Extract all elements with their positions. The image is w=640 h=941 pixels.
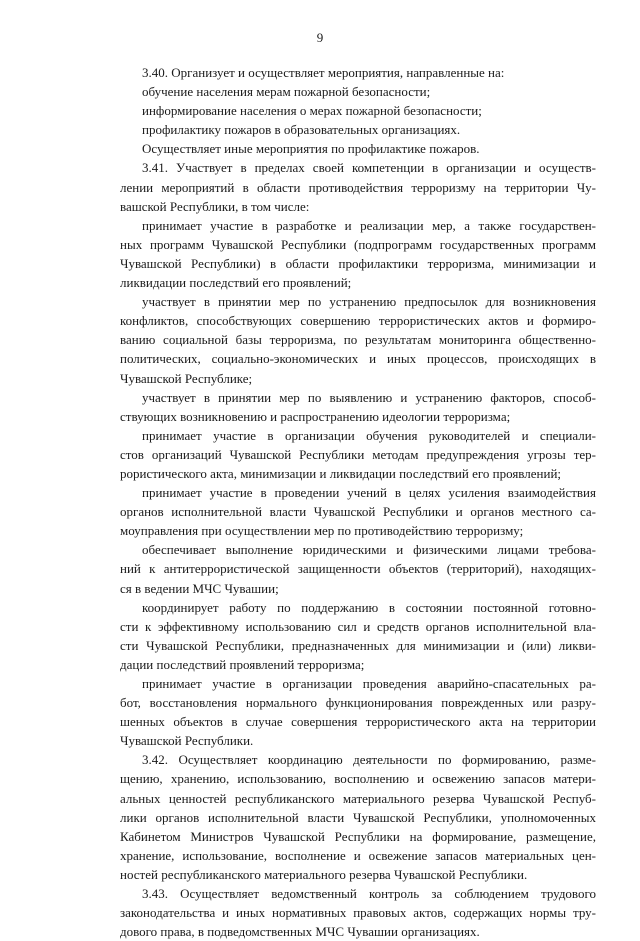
paragraph	[120, 426, 596, 483]
text-line: 3.43. Осуществляет ведомственный контроль за соблюдением трудового	[142, 886, 596, 902]
text-line: принимает участие в разработке и реализации мер, а также государствен-	[142, 217, 596, 233]
text-line: сти к эффективному использованию сил и средств органов исполнительной вла-	[120, 618, 596, 634]
text-line: участвует в принятии мер по выявлению и устранению факторов, способ-	[142, 389, 596, 405]
paragraph	[120, 540, 596, 597]
paragraph	[120, 750, 596, 884]
text-line: органов исполнительной власти Чувашской Республики и органов местного са-	[120, 504, 596, 520]
paragraph	[120, 884, 596, 941]
text-line: дации последствий проявлений терроризма;	[120, 656, 365, 672]
text-line: щению, хранению, использованию, восполнению и освежению запасов матери-	[120, 771, 596, 787]
paragraph	[120, 216, 596, 292]
text-line: моуправления при осуществлении мер по противодействию терроризму;	[120, 523, 524, 539]
text-line: участвует в принятии мер по устранению предпосылок для возникновения	[142, 294, 596, 310]
paragraph	[120, 388, 596, 426]
text-line: принимает участие в организации обучения руководителей и специали-	[142, 427, 596, 443]
text-line: 3.42. Осуществляет координацию деятельности по формированию, разме-	[142, 752, 596, 768]
text-line: бот, восстановления нормального функционирования поврежденных или разру-	[120, 695, 596, 711]
text-line: лики органов исполнительной власти Чувашской Республики, уполномоченных	[120, 809, 596, 825]
text-line: координирует работу по поддержанию в состоянии постоянной готовно-	[142, 599, 596, 615]
text-line: Осуществляет иные мероприятия по профилактике пожаров.	[142, 141, 480, 157]
text-line: ся в ведении МЧС Чувашии;	[120, 580, 279, 596]
paragraph	[120, 120, 596, 139]
text-line: законодательства и иных нормативных правовых актов, содержащих нормы тру-	[120, 905, 596, 921]
text-line: Чувашской Республики) в области профилактики терроризма, минимизации и	[120, 255, 596, 271]
paragraph	[120, 292, 596, 387]
text-line: лении мероприятий в области противодействия терроризму на территории Чу-	[120, 179, 596, 195]
text-line: альных ценностей республиканского материального резерва Чувашской Респуб-	[120, 790, 596, 806]
paragraph	[120, 598, 596, 674]
text-line: шенных объектов в случае совершения террористического акта на территории	[120, 714, 596, 730]
text-line: обеспечивает выполнение юридическими и физическими лицами требова-	[142, 542, 596, 558]
text-line: политических, социально-экономических и иных процессов, происходящих в	[120, 351, 596, 367]
paragraph	[120, 483, 596, 540]
paragraph	[120, 158, 596, 215]
paragraph	[120, 674, 596, 750]
paragraph	[120, 101, 596, 120]
paragraph	[120, 82, 596, 101]
text-line: Чувашской Республике;	[120, 370, 253, 386]
text-line: Чувашской Республики.	[120, 733, 254, 749]
text-line: информирование населения о мерах пожарной безопасности;	[142, 103, 482, 119]
text-line: вашской Республики, в том числе:	[120, 198, 310, 214]
text-line: конфликтов, способствующих совершению террористических актов и формиро-	[120, 313, 596, 329]
text-line: сти Чувашской Республики, предназначенных для минимизации и (или) ликви-	[120, 637, 596, 653]
page-number: 9	[316, 30, 324, 45]
document-body	[120, 63, 596, 941]
text-line: Кабинетом Министров Чувашской Республики на формирование, размещение,	[120, 828, 596, 844]
text-line: ликвидации последствий его проявлений;	[120, 275, 352, 291]
paragraph	[120, 139, 596, 158]
text-line: 3.40. Организует и осуществляет мероприятия, направленные на:	[142, 65, 505, 80]
text-line: обучение населения мерам пожарной безопасности;	[142, 84, 431, 100]
text-line: ных программ Чувашской Республики (подпрограмм государственных программ	[120, 236, 596, 252]
text-line: ствующих возникновению и распространению идеологии терроризма;	[120, 408, 511, 424]
text-line: принимает участие в организации проведения аварийно-спасательных ра-	[142, 676, 596, 691]
text-line: ванию социальной базы терроризма, по результатам мониторинга общественно-	[120, 332, 596, 348]
text-line: профилактику пожаров в образовательных организациях.	[142, 122, 461, 138]
text-line: ностей республиканского материального резерва Чувашской Республики.	[120, 866, 528, 882]
text-line: принимает участие в проведении учений в целях усиления взаимодействия	[142, 485, 596, 501]
text-line: хранение, использование, восполнение и освежение запасов материальных цен-	[120, 847, 596, 863]
paragraph	[120, 63, 596, 82]
text-line: дового права, в подведомственных МЧС Чувашии организациях.	[120, 924, 480, 940]
text-line: рористического акта, минимизации и ликвидации последствий его проявлений;	[120, 465, 562, 481]
text-line: 3.41. Участвует в пределах своей компетенции в организации и осуществ-	[142, 160, 596, 176]
text-line: стов организаций Чувашской Республики методам предупреждения угрозы тер-	[120, 446, 596, 462]
text-line: ний к антитеррористической защищенности объектов (территорий), находящих-	[120, 561, 596, 577]
